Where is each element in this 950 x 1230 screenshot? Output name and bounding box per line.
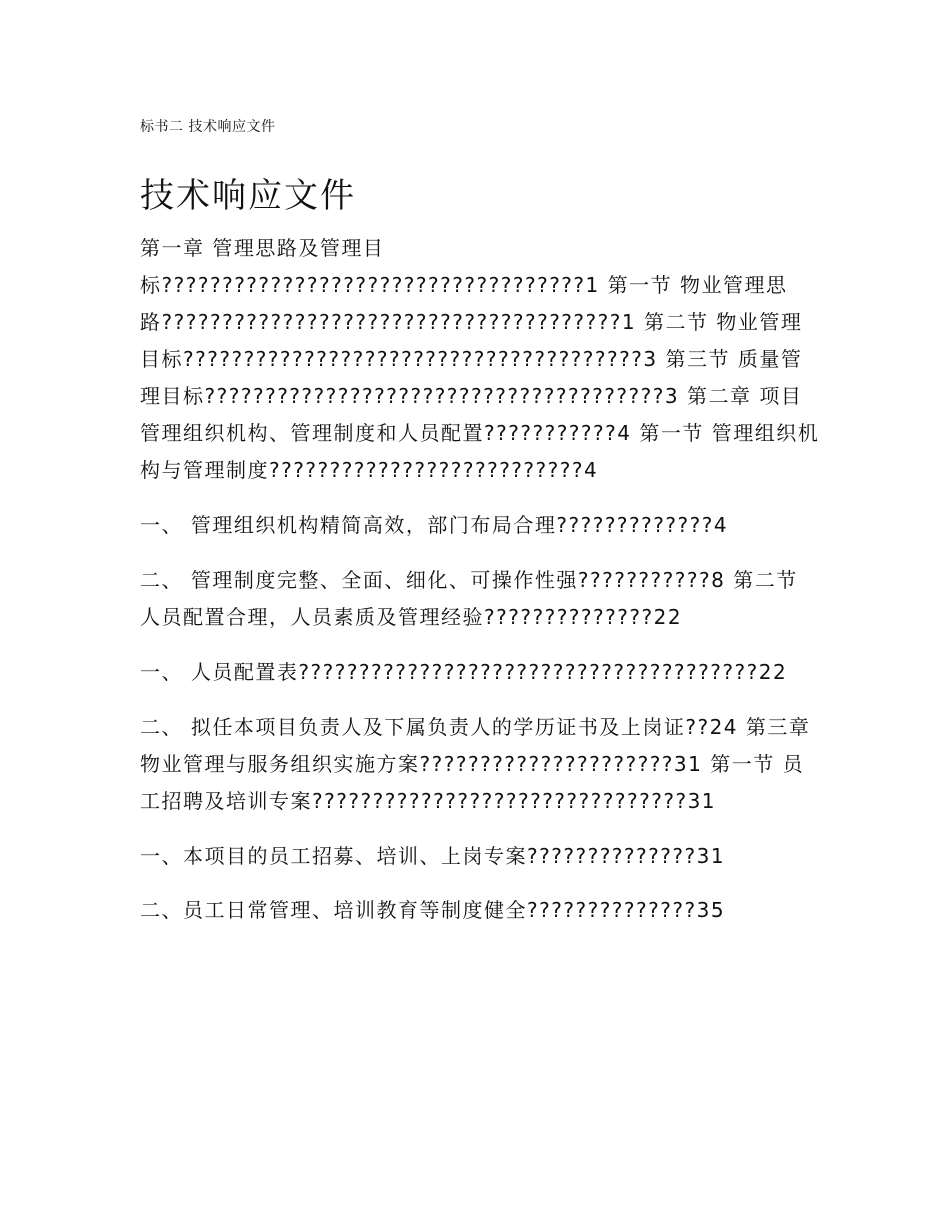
toc-block-chapter-3: 二、 拟任本项目负责人及下属负责人的学历证书及上岗证??24 第三章 物业管理与服务组织实施方案?????????????????????31 第一节 员工招聘及培训专案???????????????????????????????31: [140, 715, 811, 813]
toc-block-daily-management: 二、员工日常管理、培训教育等制度健全??????????????35: [140, 898, 726, 922]
running-header: 标书二 技术响应文件: [140, 119, 276, 135]
table-of-contents: [140, 230, 820, 929]
toc-block-staff-table: 一、 人员配置表??????????????????????????????????????22: [140, 660, 788, 684]
document-title: 技术响应文件: [140, 176, 356, 216]
toc-block-item-1: 一、 管理组织机构精简高效，部门布局合理?????????????4: [140, 513, 729, 537]
toc-block-chapter-1-2: 第一章 管理思路及管理目标???????????????????????????????????1 第一节 物业管理思路??????????????????????????????????????1 第二节 物业管理目标??????????????????????????????????????3 第三节 质量管理目标??????????????????????????????????????3 第二章 项目管理组织机构、管理制度和人员配置???????????4 第一节 管理组织机构与管理制度??????????????????????????4: [140, 236, 820, 482]
toc-block-item-2: 二、 管理制度完整、全面、细化、可操作性强???????????8 第二节 人员配置合理，人员素质及管理经验??????????????22: [140, 568, 798, 629]
toc-block-recruitment: 一、本项目的员工招募、培训、上岗专案??????????????31: [140, 844, 726, 868]
